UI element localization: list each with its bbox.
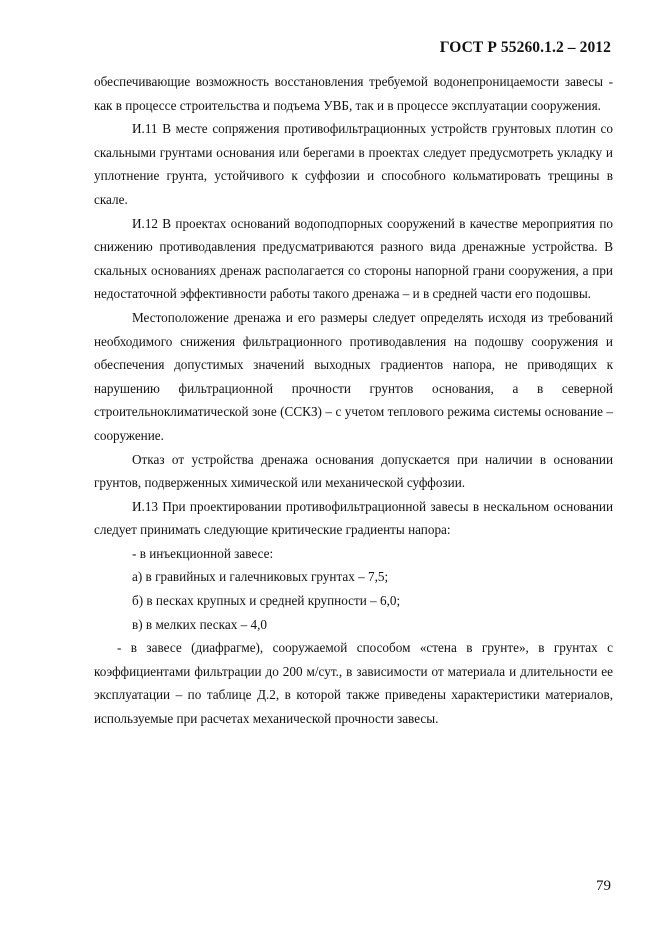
page-number: 79 [596,878,611,894]
paragraph-i12: И.12 В проектах оснований водоподпорных сооружений в качестве мероприятия по снижению противодавления предусматриваются разного вида дренажные устройства. В скальных основаниях дренаж располагается со стороны напорной грани сооружения, а при недостаточной эффективности работы такого дренажа – и в средней части его подошвы. [94,215,613,302]
list-item-diaphragm: - в завесе (диафрагме), сооружаемой способом «стена в грунте», в грунтах с коэффициентами фильтрации до 200 м/сут., в зависимости от материала и длительности ее эксплуатации – по таблице Д.2, в которой также приведены характеристики материалов, используемые при расчетах механической прочности завесы. [94,640,613,727]
list-item-injection-curtain: - в инъекционной завесе: [132,545,274,561]
list-item-fine-sand: в) в мелких песках – 4,0 [132,616,267,632]
paragraph-i11: И.11 В месте сопряжения противофильтрационных устройств грунтовых плотин со скальными грунтами основания или берегами в проектах следует предусмотреть укладку и уплотнение грунта, устойчивого к суффозии и способного кольматировать трещины в скале. [94,121,613,207]
paragraph-drainage-refusal: Отказ от устройства дренажа основания допускается при наличии в основании грунтов, подверженных химической или механической суффозии. [94,451,613,491]
paragraph-drainage-location: Местоположение дренажа и его размеры следует определять исходя из требований необходимого снижения фильтрационного противодавления на подошву сооружения и обеспечения допустимых значений выходных градиентов напора, не приводящих к нарушению фильтрационной прочности грунтов основания, а в северной строительноклиматической зоне (ССКЗ) – с учетом теплового режима системы основание – сооружение. [94,309,613,443]
paragraph-i13: И.13 При проектировании противофильтрационной завесы в нескальном основании следует принимать следующие критические градиенты напора: [94,498,613,538]
list-item-gravel: а) в гравийных и галечниковых грунтах – 7,5; [132,569,389,585]
document-code-header: ГОСТ Р 55260.1.2 – 2012 [439,39,611,56]
paragraph-continuation: обеспечивающие возможность восстановления требуемой водонепроницаемости завесы - как в процессе строительства и подъема УВБ, так и в процессе эксплуатации сооружения. [94,74,613,113]
list-item-coarse-sand: б) в песках крупных и средней крупности – 6,0; [132,593,401,609]
document-body [94,70,613,731]
